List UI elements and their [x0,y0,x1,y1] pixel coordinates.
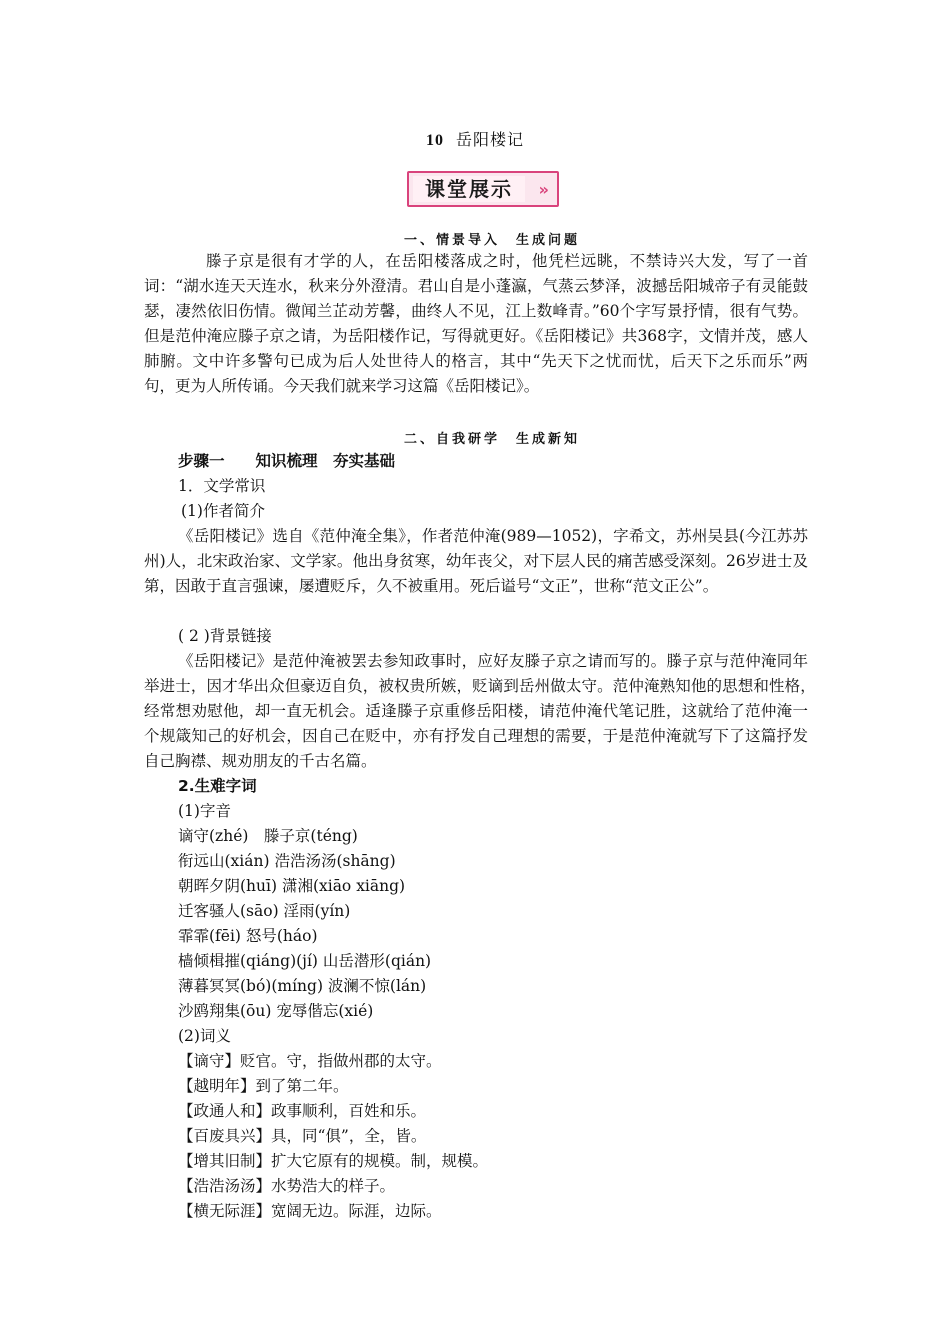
author-paragraph: 《岳阳楼记》选自《范仲淹全集》，作者范仲淹(989—1052)，字希文，苏州吴县(今江苏苏州)人，北宋政治家、文学家。他出身贫寒，幼年丧父，对下层人民的痛苦感受深刻。26岁进士及第，因敢于直言强谏，屡遭贬斥，久不被重用。死后谥号“文正”，世称“范文正公”。 [144,527,808,595]
step-heading: 步骤一 知识梳理 夯实基础 [178,452,396,470]
sub-author-intro: (1)作者简介 [181,502,265,520]
intro-paragraph: 滕子京是很有才学的人，在岳阳楼落成之时，他凭栏远眺，不禁诗兴大发，写了一首词：“湖水连天天连水，秋来分外澄清。君山自是小蓬瀛，气蒸云梦泽，波撼岳阳城帝子有灵能鼓瑟，凄然依旧伤情。微闻兰芷动芳馨，曲终人不见，江上数峰青。”60个字写景抒情，很有气势。但是范仲淹应滕子京之请，为岳阳楼作记，写得就更好。《岳阳楼记》共368字，文情并茂，感人肺腑。文中许多警句已成为后人处世待人的格言，其中“先天下之忧而忧，后天下之乐而乐”两句，更为人所传诵。今天我们就来学习这篇《岳阳楼记》。 [144,252,808,395]
meaning-line: 【横无际涯】宽阔无边。际涯，边际。 [178,1202,442,1220]
meaning-line: 【政通人和】政事顺利，百姓和乐。 [178,1102,427,1120]
pronunciation-line: 樯倾楫摧(qiáng)(jí) 山岳潜形(qián) [178,952,432,970]
meaning-line: 【增其旧制】扩大它原有的规模。制，规模。 [178,1152,489,1170]
pronunciation-line: 沙鸥翔集(ōu) 宠辱偕忘(xié) [178,1002,374,1020]
pronunciation-line: 衔远山(xián) 浩浩汤汤(shāng) [178,852,396,870]
pronunciation-line: 迁客骚人(sāo) 淫雨(yín) [178,902,351,920]
item-literary-knowledge: 1．文学常识 [178,477,266,495]
section-heading-2: 二、自我研学 生成新知 [403,432,580,447]
pronunciation-line: 霏霏(fēi) 怒号(háo) [178,927,318,945]
lesson-title [0,127,950,150]
banner-label: 课堂展示 [413,176,525,202]
section-heading-1: 一、情景导入 生成问题 [403,233,580,248]
meaning-line: 【谪守】贬官。守，指做州郡的太守。 [178,1052,442,1070]
classroom-banner [407,171,559,207]
item-vocabulary: 2.生难字词 [178,777,257,795]
meaning-line: 【越明年】到了第二年。 [178,1077,349,1095]
pronunciation-line: 薄暮冥冥(bó)(míng) 波澜不惊(lán) [178,977,427,995]
sub-background: ( 2 )背景链接 [178,627,272,645]
pronunciation-line: 谪守(zhé) 滕子京(téng) [178,827,358,845]
pronunciation-line: 朝晖夕阴(huī) 潇湘(xiāo xiāng) [178,877,406,895]
double-arrow-icon: » [538,180,549,199]
lesson-name: 岳阳楼记 [455,130,524,149]
meaning-line: 【百废具兴】具，同“俱”，全，皆。 [178,1127,427,1145]
meaning-heading: (2)词义 [178,1027,231,1045]
pronunciation-heading: (1)字音 [178,802,231,820]
background-paragraph: 《岳阳楼记》是范仲淹被罢去参知政事时，应好友滕子京之请而写的。滕子京与范仲淹同年举进士，因才华出众但豪迈自负，被权贵所嫉，贬谪到岳州做太守。范仲淹熟知他的思想和性格， 经常想劝慰他，却一直无机会。适逢滕子京重修岳阳楼，请范仲淹代笔记胜，这就给了范仲淹一个规箴知己的好机会，因自己在贬中，亦有抒发自己理想的需要，于是范仲淹就写下了这篇抒发自己胸襟、规劝朋友的千古名篇。 [144,652,824,770]
meaning-line: 【浩浩汤汤】水势浩大的样子。 [178,1177,396,1195]
lesson-number: 10 [425,132,444,149]
